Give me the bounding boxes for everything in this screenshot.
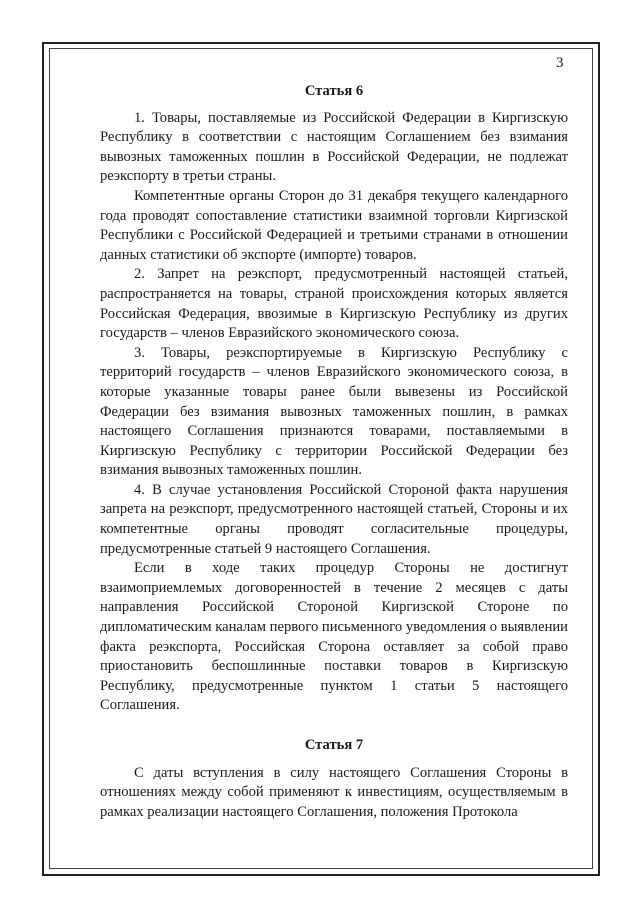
article-7-paragraph-1: С даты вступления в силу настоящего Соглашения Стороны в отношениях между собой применяют к инвестициям, осуществляемым в рамках реализации настоящего Соглашения, положения Протокола [100, 764, 568, 820]
document-body [100, 82, 568, 822]
page-number: 3 [556, 55, 564, 71]
article-6-paragraph-2: Компетентные органы Сторон до 31 декабря текущего календарного года проводят сопоставление статистики взаимной торговли Киргизской Республики с Российской Федерацией и третьими странами в отношении данных статистики об экспорте (импорте) товаров. [100, 187, 568, 263]
article-6-paragraph-5: 4. В случае установления Российской Стороной факта нарушения запрета на реэкспорт, предусмотренного настоящей статьей, Стороны и их компетентные органы проводят согласительные процедуры, предусмотренные статьей 9 настоящего Соглашения. [100, 481, 568, 557]
article-6-paragraph-3: 2. Запрет на реэкспорт, предусмотренный настоящей статьей, распространяется на товары, страной происхождения которых является Российская Федерация, ввозимые в Киргизскую Республику из других государств – членов Евразийского экономического союза. [100, 266, 568, 342]
article-6-paragraph-1: 1. Товары, поставляемые из Российской Федерации в Киргизскую Республику в соответствии с настоящим Соглашением без взимания вывозных таможенных пошлин в Российской Федерации, не подлежат реэкспорту в третьи страны. [100, 109, 568, 185]
article-6-paragraph-6: Если в ходе таких процедур Стороны не достигнут взаимоприемлемых договоренностей в течение 2 месяцев с даты направления Российской Стороной Киргизской Стороне по дипломатическим каналам первого письменного уведомления о выявлении факта реэкспорта, Российская Сторона оставляет за собой право приостановить беспошлинные поставки товаров в Киргизскую Республику, предусмотренные пунктом 1 статьи 5 настоящего Соглашения. [100, 560, 568, 714]
article-7-heading: Статья 7 [304, 737, 364, 753]
article-6-heading: Статья 6 [304, 83, 364, 99]
article-6-paragraph-4: 3. Товары, реэкспортируемые в Киргизскую Республику с территорий государств – членов Евразийского экономического союза, в которые указанные товары ранее были вывезены из Российской Федерации без взимания вывозных таможенных пошлин, в рамках настоящего Соглашения признаются товарами, поставляемыми в Киргизскую Республику с территории Российской Федерации без взимания вывозных таможенных пошлин. [100, 344, 568, 479]
